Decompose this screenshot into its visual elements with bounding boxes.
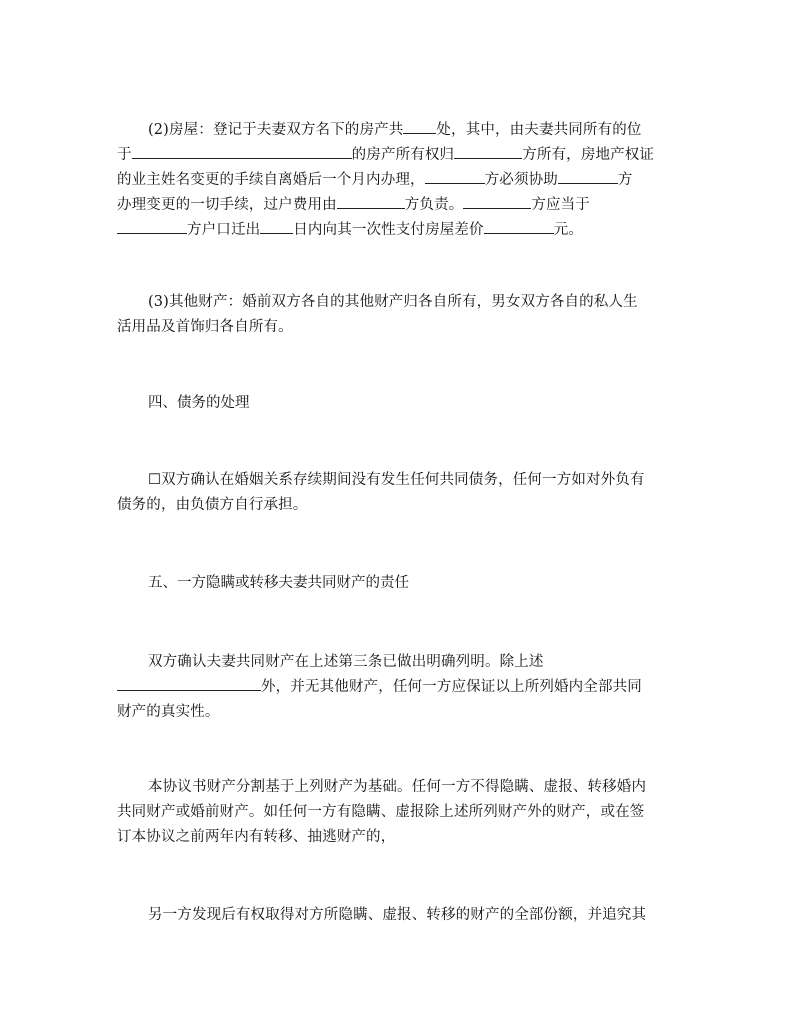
text-line: 双方确认夫妻共同财产在上述第三条已做出明确列明。除上述	[148, 654, 544, 670]
blank-field	[337, 194, 405, 209]
text-line: 活用品及首饰归各自所有。	[117, 319, 293, 335]
text: 处，其中，由夫妻共同所有的位	[436, 122, 642, 138]
text: 方户口迁出	[187, 222, 261, 238]
house-paragraph	[117, 118, 683, 243]
other-party-paragraph	[117, 903, 683, 928]
text: 的业主姓名变更的手续自离婚后一个月内办理，	[117, 172, 425, 188]
other-property-paragraph	[117, 290, 683, 340]
text: 方必须协助	[484, 172, 558, 188]
debt-paragraph	[117, 468, 683, 518]
blank-field	[454, 144, 522, 159]
blank-field	[132, 144, 352, 159]
blank-field	[117, 219, 187, 234]
text: 于	[117, 147, 132, 163]
text-line: 另一方发现后有权取得对方所隐瞒、虚报、转移的财产的全部份额，并追究其	[148, 907, 647, 923]
house-line-4	[117, 193, 683, 218]
text-line: 共同财产或婚前财产。如任何一方有隐瞒、虚报除上述所列财产外的财产，或在签	[117, 804, 645, 820]
text: 方应当于	[531, 197, 590, 213]
blank-field	[425, 169, 485, 184]
text-line: 债务的，由负债方自行承担。	[117, 497, 308, 513]
text: 方负责。	[404, 197, 464, 213]
house-line-2	[117, 143, 683, 168]
text: 日内向其一次性支付房屋差价	[293, 222, 484, 238]
section-heading-5: 五、一方隐瞒或转移夫妻共同财产的责任	[148, 575, 409, 591]
text: 方	[617, 172, 633, 188]
blank-field	[260, 219, 293, 234]
text: (2)房屋：登记于夫妻双方名下的房产共	[148, 122, 404, 138]
text: 方所有，房地产权证	[522, 147, 655, 163]
blank-field	[463, 194, 531, 209]
confirm-paragraph	[117, 650, 683, 725]
text-line: 财产的真实性。	[117, 704, 220, 720]
blank-field	[558, 169, 618, 184]
text-line: (3)其他财产：婚前双方各自的其他财产归各自所有，男女双方各自的私人生	[148, 294, 638, 310]
text: 外，并无其他财产，任何一方应保证以上所列婚内全部共同	[261, 679, 642, 695]
text: 元。	[553, 222, 584, 238]
house-line-3	[117, 168, 683, 193]
text-line: 订本协议之前两年内有转移、抽逃财产的，	[117, 829, 396, 845]
blank-field	[484, 219, 554, 234]
blank-field	[117, 676, 261, 691]
house-line-1	[117, 118, 683, 143]
text: 的房产所有权归	[351, 147, 455, 163]
text-line	[117, 675, 683, 700]
text: 办理变更的一切手续，过户费用由	[117, 197, 337, 213]
text-line: ☐双方确认在婚姻关系存续期间没有发生任何共同债务，任何一方如对外负有	[148, 472, 645, 488]
text-line: 本协议书财产分割基于上列财产为基础。任何一方不得隐瞒、虚报、转移婚内	[148, 779, 647, 795]
blank-field	[403, 119, 436, 134]
house-line-5	[117, 218, 683, 243]
basis-paragraph	[117, 775, 683, 850]
section-heading-4: 四、债务的处理	[148, 395, 250, 411]
